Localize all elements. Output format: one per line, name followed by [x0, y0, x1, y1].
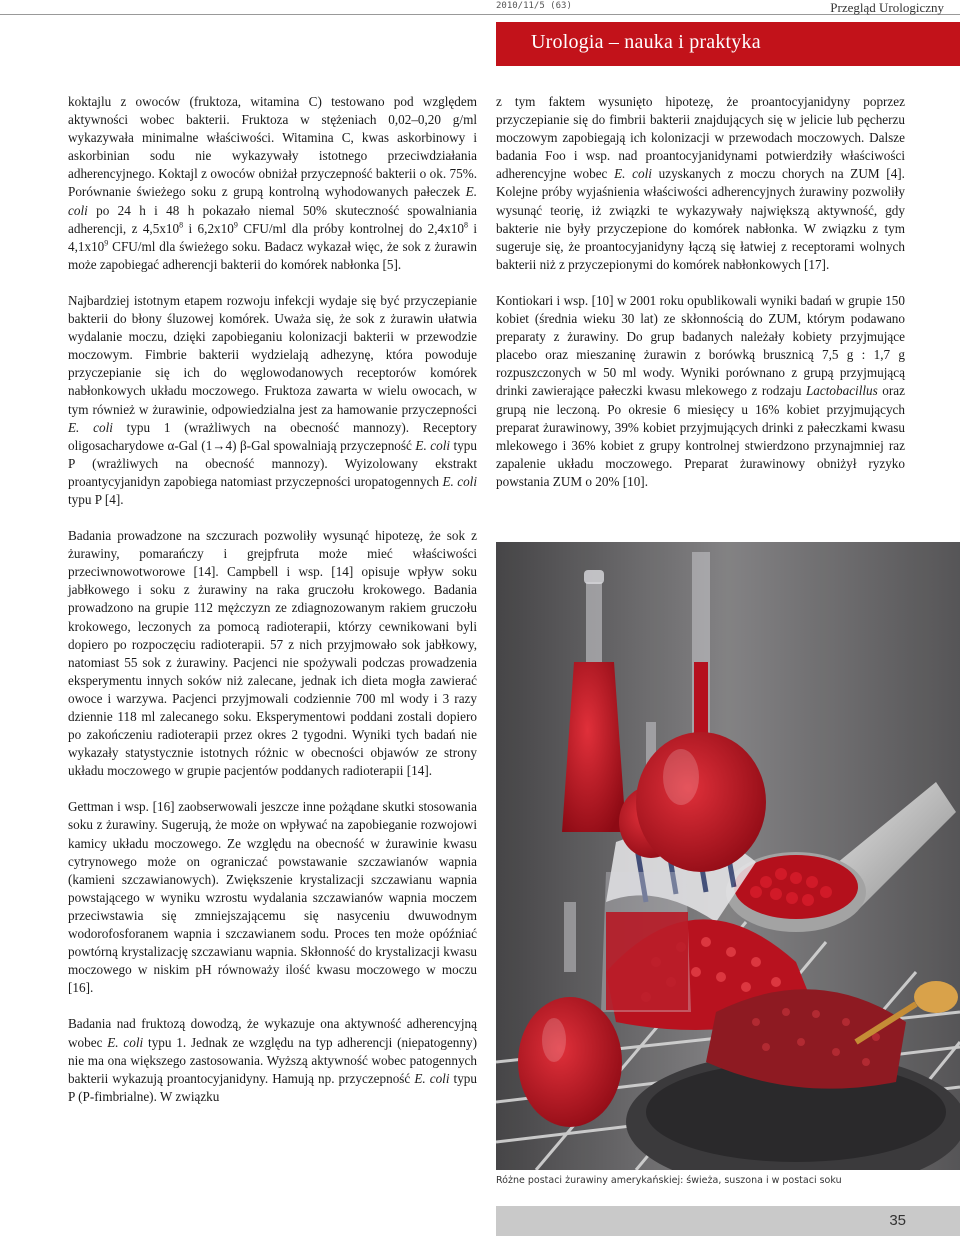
paragraph: z tym faktem wysunięto hipotezę, że proantocyjanidyny poprzez przyczepianie się do fimbrii bakterii znajdujących się w jelicie lub pęcherzu moczowym zapobiegają ich kolonizacji w przewodach moczowych. Dalsze badania Foo i wsp. nad proantocyjanidynami potwierdziły właściwości adherencyjne wobec E. coli uzyskanych z moczu chorych na ZUM [4]. Kolejne próby wyjaśnienia właściwości adherencyjnych żurawiny pozwoliły wysunąć teorię, iż związki te wykazywały największą aktywność, gdy bakterie nie były przyczepione do komórek nabłonka. W związku z tym sugeruje się, że proantocyjanidyny łączą się łatwiej z receptorami wolnych bakterii niż z przyczepionymi do komórek nabłonkowych [17]. — [496, 94, 905, 272]
footer-bar — [496, 1206, 960, 1236]
header-rule — [0, 0, 960, 15]
paragraph: Gettman i wsp. [16] zaobserwowali jeszcze inne pożądane skutki stosowania soku z żurawiny. Sugerują, że może on wpływać na zapobieganie rozwojowi kamicy układu moczowego. Ze względu na obecność w żurawinie kwasu cytrynowego może on ograniczać powstawanie szczawianów wapnia (kamieni szczawianowych). Zwiększenie krystalizacji szczawianu wapnia powstającego w wyniku wzrostu wydalania szczawianów wapnia moczem przeciwstawia się zmniejszającemu się nasyceniu dwuwodnym wodorofosforanem wapnia i szczawianem sodu. Proces ten może opóźniać powtórną krystalizację szczawianu wapnia. Skłonność do krystalizacji kwasu moczowego w niskim pH równoważy ilość kwasu moczowego w moczu [16]. — [68, 799, 477, 996]
right-column — [496, 93, 905, 509]
figure-caption: Różne postaci żurawiny amerykańskiej: świeża, suszona i w postaci soku — [496, 1175, 842, 1186]
paragraph: Badania nad fruktozą dowodzą, że wykazuje ona aktywność adherencyjną wobec E. coli typu 1. Jednak ze względu na typ adherencji (niepatogenny) nie ma ona większego zastosowania. Wyższą aktywność wobec patogennych bakterii wykazują proantocyjanidyny. Hamują np. przyczepność E. coli typu P (P-fimbrialne). W związku — [68, 1016, 477, 1104]
left-column — [68, 93, 477, 1124]
cranberry-photo-icon — [496, 542, 960, 1170]
paragraph: Najbardziej istotnym etapem rozwoju infekcji wydaje się być przyczepianie bakterii do błony śluzowej komórek. Uważa się, że sok z żurawin ułatwia wydalanie moczu, dzięki zapobieganiu kolonizacji bakterii w przewodzie moczowym. Fimbrie bakterii wydzielają adhezynę, która powoduje przyczepianie się ich do węglowodanowych receptorów komórek nabłonkowych układu moczowego. Fruktoza zawarta w wielu owocach, w tym również w żurawinie, odpowiedzialna jest za hamowanie przyczepności E. coli typu 1 (wrażliwych na obecność mannozy). Receptory oligosacharydowe α-Gal (1→4) β-Gal spowalniają przyczepność E. coli typu P (wrażliwych na obecność mannozy). Wyizolowany ekstrakt proantycyjanidyn zapobiega natomiast przyczepności uropatogennych E. coli typu P [4]. — [68, 292, 477, 507]
section-title: Urologia – nauka i praktyka — [531, 31, 761, 53]
paragraph: Badania prowadzone na szczurach pozwoliły wysunąć hipotezę, że sok z żurawiny, pomarańczy i grejpfruta może mieć właściwości przeciwnowotworowe [14]. Campbell i wsp. [14] opisuje wpływ soku jabłkowego i soku z żurawiny na raka gruczołu krokowego. Badania prowadzono na grupie 112 mężczyzn ze zdiagnozowanym rakiem gruczołu krokowego, leczonych za pomocą radioterapii, którzy cewnikowani byli dopiero po rozpoczęciu radioterapii. 57 z nich przyjmowało sok jabłkowy, natomiast 55 sok z żurawiny. Pacjenci nie spożywali podczas prowadzenia eksperymentu innych soków niż zalecane, jednak ich dieta mogła zawierać owoce i warzywa. Pacjenci przyjmowali codziennie 700 ml wody i 3 razy dziennie 118 ml zalecanego soku. Eksperymentowi poddani zostali dopiero po zakończeniu radioterapii przez okres 2 tygodni. Wyniki tych badań nie wykazały statystycznie istotnych różnic w obecności objawów ze strony układu moczowego w grupie pacjentów poddanych radioterapii [14]. — [68, 528, 477, 779]
page-number: 35 — [889, 1212, 906, 1229]
paragraph: koktajlu z owoców (fruktoza, witamina C) testowano pod względem aktywności wobec bakterii. Fruktoza w stężeniach 0,02–0,20 g/ml wykazywała minimalne właściwości. Witamina C, kwas askorbinowy i askorbinian sodu nie wykazywały istotnego przeciwdziałania adherencyjnego. Koktajl z owoców obniżał przyczepność bakterii o ok. 75%. Porównanie świeżego soku z grupą kontrolną wyhodowanych pałeczek E. coli po 24 h i 48 h pokazało niemal 50% skuteczność spowalniania adherencji, z $4,5x10^8$ i $6,2x10^9$ CFU/ml dla próby kontrolnej do $2,4x10^8$ i $4,1x10^9$ CFU/ml dla świeżego soku. Badacz wykazał więc, że sok z żurawin może zapobiegać adherencji bakterii do komórek nabłonka [5]. — [68, 94, 477, 272]
issue-label: 2010/11/5 (63) — [496, 1, 572, 11]
section-banner — [496, 22, 960, 66]
paragraph: Kontiokari i wsp. [10] w 2001 roku opublikowali wyniki badań w grupie 150 kobiet (średnia wieku 30 lat) ze skłonnością do ZUM, którym podawano preparaty z żurawiny. Do grup badanych należały kobiety przyjmujące placebo oraz mieszaninę żurawin z borówką brusznicą 7,5 g : 1,7 g rozpuszczonych w 50 ml wody. Wyniki porównano z grupą przyjmującą drinki zawierające pałeczki kwasu mlekowego z rodzaju Lactobacillus oraz grupą nie leczoną. Po okresie 6 miesięcy u 16% kobiet przyjmujących preparat żurawinowy, 39% kobiet przyjmujących drinki z pałeczkami kwasu mlekowego i 36% kobiet z grupy kontrolnej stwierdzono przynajmniej raz zapalenie układu moczowego. Preparat żurawinowy obniżył ryzyko powstania ZUM o 20% [10]. — [496, 292, 906, 489]
journal-title: Przegląd Urologiczny — [830, 0, 944, 15]
